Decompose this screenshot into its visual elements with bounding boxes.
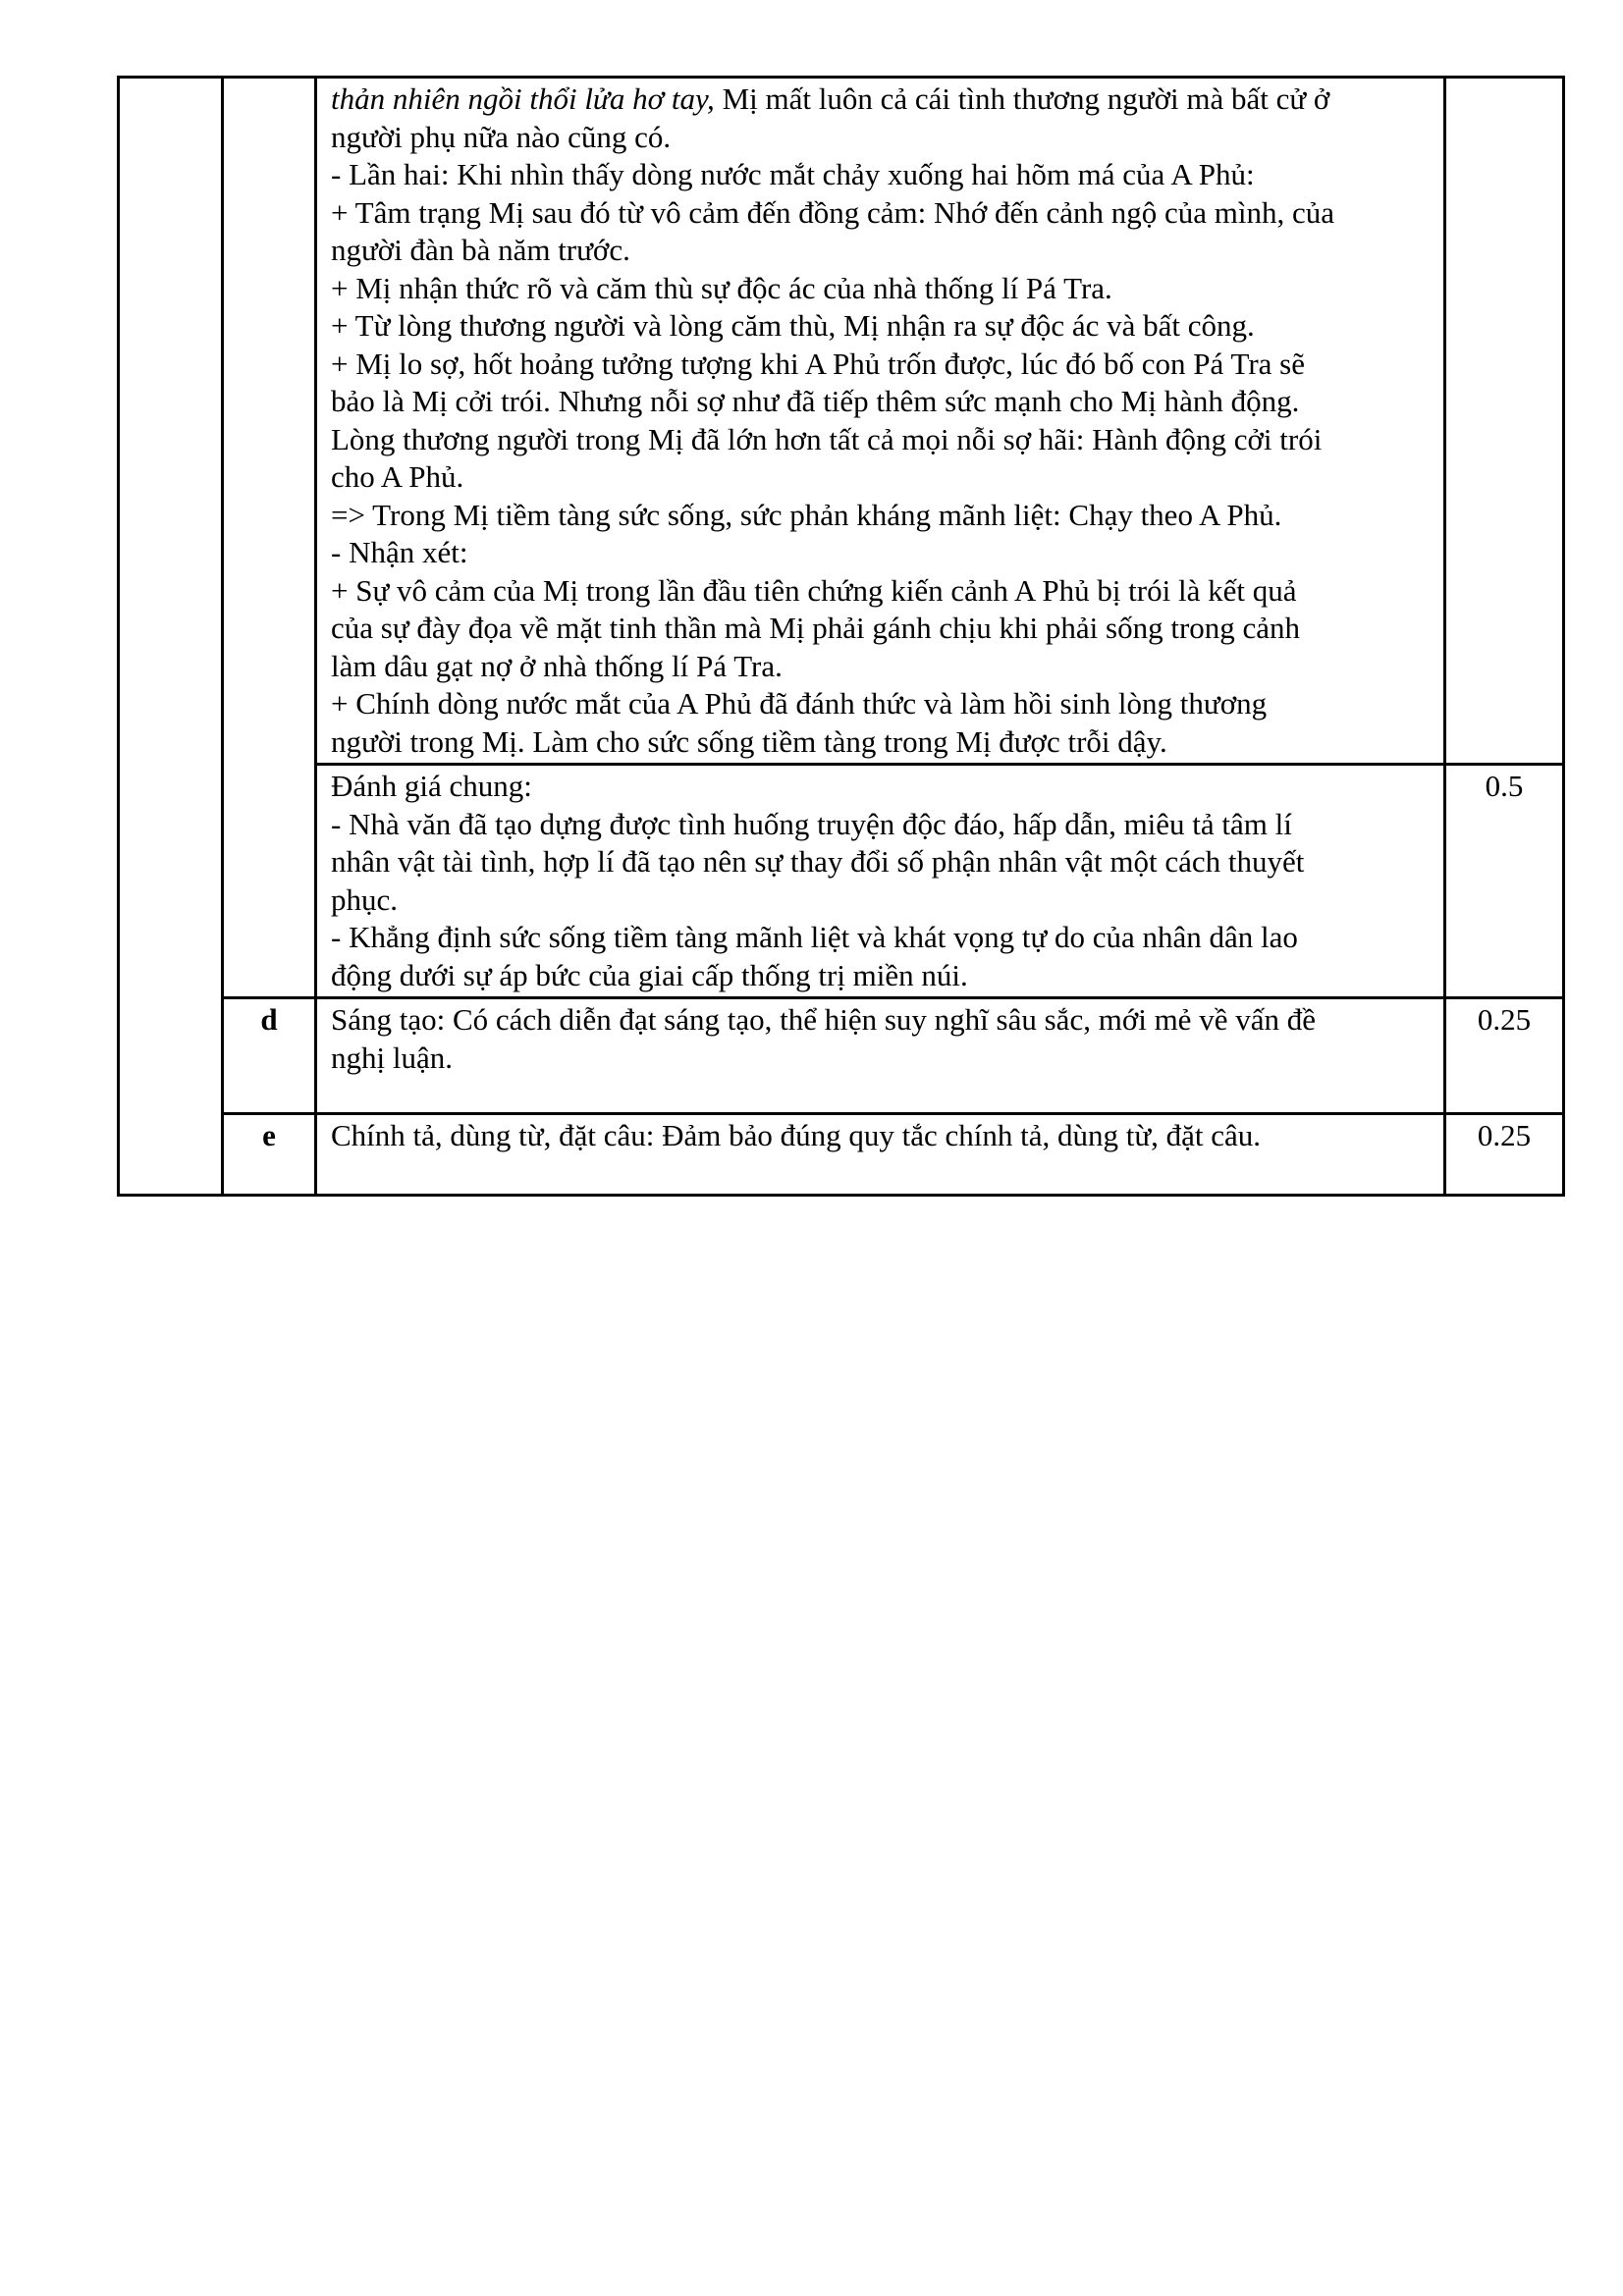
text-line: + Sự vô cảm của Mị trong lần đầu tiên chứng kiến cảnh A Phủ bị trói là kết quả (331, 572, 1297, 608)
text-line: => Trong Mị tiềm tàng sức sống, sức phản kháng mãnh liệt: Chạy theo A Phủ. (331, 497, 1282, 532)
text-line: - Lần hai: Khi nhìn thấy dòng nước mắt chảy xuống hai hõm má của A Phủ: (331, 157, 1255, 191)
section-cell (119, 78, 223, 1196)
text-line: + Từ lòng thương người và lòng căm thù, Mị nhận ra sự độc ác và bất công. (331, 308, 1255, 343)
text-line: + Mị lo sợ, hốt hoảng tưởng tượng khi A Phủ trốn được, lúc đó bố con Pá Tra sẽ (331, 346, 1305, 381)
text-span: Mị mất luôn cả cái tình thương người mà bất cử ở (714, 81, 1330, 116)
text-line: người đàn bà năm trước. (331, 233, 630, 267)
table-row (119, 998, 1564, 1114)
text-line: cho A Phủ. (331, 459, 464, 494)
text-line: phục. (331, 881, 399, 917)
text-line: người phụ nữa nào cũng có. (331, 119, 672, 154)
table-row (119, 765, 1564, 998)
text-line: + Tâm trạng Mị sau đó từ vô cảm đến đồng cảm: Nhớ đến cảnh ngộ của mình, của (331, 194, 1335, 230)
text-line: bảo là Mị cởi trói. Nhưng nỗi sợ như đã tiếp thêm sức mạnh cho Mị hành động. (331, 384, 1300, 418)
analysis-cell (316, 78, 1445, 765)
spelling-cell (316, 1114, 1445, 1196)
table-row (119, 1114, 1564, 1196)
text-line: - Nhà văn đã tạo dựng được tình huống truyện độc đáo, hấp dẫn, miêu tả tâm lí (331, 806, 1292, 841)
grading-table (117, 76, 1565, 1197)
text-line: nghị luận. (331, 1040, 453, 1075)
score-cell: 0.5 (1445, 765, 1564, 998)
creativity-cell (316, 998, 1445, 1114)
text-line: Chính tả, dùng từ, đặt câu: Đảm bảo đúng quy tắc chính tả, dùng từ, đặt câu. (331, 1118, 1262, 1152)
text-line: làm dâu gạt nợ ở nhà thống lí Pá Tra. (331, 648, 783, 683)
text-line: nhân vật tài tình, hợp lí đã tạo nên sự thay đổi số phận nhân vật một cách thuyết (331, 844, 1305, 879)
text-line (331, 80, 1432, 119)
text-line: - Khẳng định sức sống tiềm tàng mãnh liệt và khát vọng tự do của nhân dân lao (331, 920, 1298, 954)
criterion-label-cell: e (223, 1114, 316, 1196)
criterion-label-cell (223, 78, 316, 998)
text-line: người trong Mị. Làm cho sức sống tiềm tàng trong Mị được trỗi dậy. (331, 723, 1167, 759)
italic-quote: thản nhiên ngồi thổi lửa hơ tay, (331, 81, 715, 116)
text-line: + Chính dòng nước mắt của A Phủ đã đánh thức và làm hồi sinh lòng thương (331, 686, 1268, 721)
evaluation-cell (316, 765, 1445, 998)
text-line: của sự đày đọa về mặt tinh thần mà Mị phải gánh chịu khi phải sống trong cảnh (331, 611, 1301, 645)
text-line: động dưới sự áp bức của giai cấp thống trị miền núi. (331, 957, 968, 992)
text-line: - Nhận xét: (331, 535, 468, 569)
table-row (119, 78, 1564, 765)
score-cell (1445, 78, 1564, 765)
text-line: + Mị nhận thức rõ và căm thù sự độc ác của nhà thống lí Pá Tra. (331, 270, 1112, 305)
score-cell: 0.25 (1445, 998, 1564, 1114)
criterion-label-cell: d (223, 998, 316, 1114)
text-line: Đánh giá chung: (331, 769, 532, 803)
text-line: Lòng thương người trong Mị đã lớn hơn tất cả mọi nỗi sợ hãi: Hành động cởi trói (331, 421, 1323, 456)
text-line: Sáng tạo: Có cách diễn đạt sáng tạo, thể hiện suy nghĩ sâu sắc, mới mẻ về vấn đề (331, 1002, 1316, 1037)
score-cell: 0.25 (1445, 1114, 1564, 1196)
